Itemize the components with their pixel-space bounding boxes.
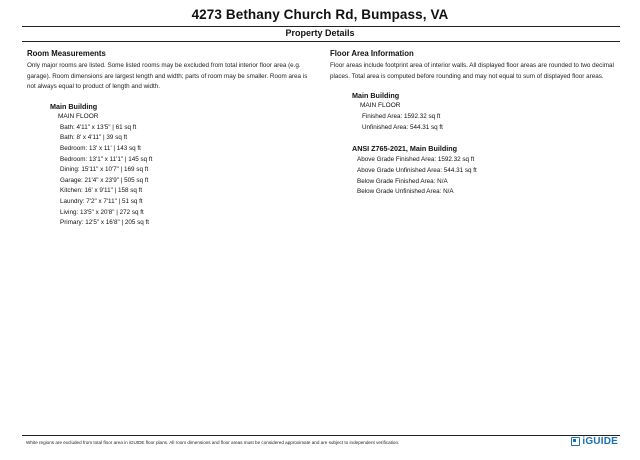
ansi-block [330, 144, 620, 197]
floor-area-description: Floor areas include footprint area of interior walls. All displayed floor areas are rounded to two decimal places. Total area is computed before rounding and may not equal to sum of displayed floor areas. [330, 62, 614, 80]
ansi-item: Below Grade Unfinished Area: N/A [357, 188, 454, 196]
room-item: Dining: 15'11" x 10'7" | 169 sq ft [60, 166, 149, 174]
floor-name: MAIN FLOOR [360, 102, 401, 110]
room-item: Bath: 4'11" x 13'5" | 61 sq ft [60, 123, 137, 131]
ansi-item: Above Grade Finished Area: 1592.32 sq ft [357, 156, 475, 164]
page-title: 4273 Bethany Church Rd, Bumpass, VA [191, 7, 449, 22]
area-building-block [330, 91, 620, 133]
room-building-block [27, 102, 317, 229]
iguide-logo-text: iGUIDE [582, 436, 618, 447]
divider [22, 26, 620, 27]
area-item: Finished Area: 1592.32 sq ft [362, 113, 441, 121]
room-item: Laundry: 7'2" x 7'11" | 51 sq ft [60, 197, 143, 205]
ansi-list [352, 155, 620, 197]
floor-area-section [330, 49, 620, 198]
building-heading: Main Building [352, 91, 400, 101]
room-item: Bath: 8' x 4'11" | 39 sq ft [60, 134, 128, 142]
iguide-logo [571, 436, 618, 447]
room-item: Living: 13'5" x 20'8" | 272 sq ft [60, 208, 144, 216]
floor-name: MAIN FLOOR [58, 112, 99, 120]
ansi-item: Above Grade Unfinished Area: 544.31 sq ft [357, 166, 477, 174]
room-item: Kitchen: 16' x 9'11" | 158 sq ft [60, 187, 143, 195]
room-item: Bedroom: 13'1" x 11'1" | 145 sq ft [60, 155, 153, 163]
room-item: Primary: 12'5" x 16'8" | 205 sq ft [60, 219, 150, 227]
building-heading: Main Building [50, 101, 98, 111]
iguide-logo-icon [571, 437, 580, 446]
room-item: Bedroom: 13' x 11' | 143 sq ft [60, 144, 141, 152]
room-measurements-heading: Room Measurements [27, 49, 106, 58]
room-measurements-section [27, 49, 317, 229]
divider [22, 435, 620, 436]
room-measurements-description: Only major rooms are listed. Some listed rooms may be excluded from total interior floor area (e.g. garage). Room dimensions are largest length and width; parts of room may be smaller. Room area is not always equal to product of length and width. [27, 62, 308, 91]
disclaimer-note: White regions are excluded from total floor area in iGUIDE floor plans. All room dimensions and floor areas must be considered approximate and are subject to independent verification. [26, 440, 400, 445]
room-item: Garage: 21'4" x 23'9" | 505 sq ft [60, 176, 149, 184]
ansi-item: Below Grade Finished Area: N/A [357, 177, 448, 185]
floor-area-heading: Floor Area Information [330, 49, 414, 58]
room-list [50, 123, 317, 229]
divider [22, 41, 620, 42]
area-item: Unfinished Area: 544.31 sq ft [362, 123, 443, 131]
area-list [352, 112, 620, 133]
ansi-heading: ANSI Z765-2021, Main Building [352, 144, 458, 154]
section-title: Property Details [285, 28, 355, 38]
